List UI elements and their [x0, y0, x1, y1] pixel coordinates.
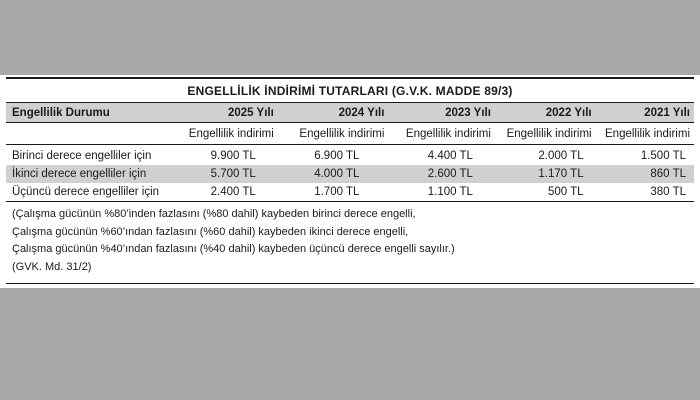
- subheader-cell: Engellilik indirimi: [171, 123, 278, 145]
- footnote-line: (GVK. Md. 31/2): [12, 260, 92, 273]
- table-cell: 4.400 TL: [427, 150, 473, 162]
- subheader-cell: Engellilik indirimi: [495, 123, 596, 145]
- subheader-cell: Engellilik indirimi: [596, 123, 694, 145]
- table-title: ENGELLİLİK İNDİRİMİ TUTARLARI (G.V.K. MADDE 89/3): [187, 84, 513, 98]
- subheader-row: [6, 123, 694, 145]
- table-row: [6, 183, 694, 202]
- header-year: 2022 Yılı: [495, 103, 596, 123]
- row-label: İkinci derece engelliler için: [6, 165, 171, 183]
- table-cell: 6.900 TL: [314, 150, 360, 162]
- table-cell: 500 TL: [495, 183, 596, 202]
- document-panel: [0, 75, 700, 288]
- table-cell: 2.000 TL: [538, 150, 584, 162]
- table-cell: 1.170 TL: [495, 165, 596, 183]
- table-cell: 860 TL: [596, 165, 694, 183]
- row-label: Üçüncü derece engelliler için: [6, 183, 171, 202]
- table-cell: 5.700 TL: [171, 165, 278, 183]
- table-row: [6, 165, 694, 183]
- footnote-line: Çalışma gücünün %60’ından fazlasını (%60 dahil) kaybeden ikinci derece engelli,: [12, 225, 409, 238]
- header-year: 2023 Yılı: [388, 103, 495, 123]
- table-row: [6, 145, 694, 166]
- table-cell: 2.400 TL: [171, 183, 278, 202]
- table-cell: 4.000 TL: [278, 165, 389, 183]
- footnotes: [12, 206, 455, 276]
- header-year: 2021 Yılı: [596, 103, 694, 123]
- top-rule: [6, 77, 694, 79]
- row-label: Birinci derece engelliler için: [12, 150, 152, 162]
- table-cell: 380 TL: [596, 183, 694, 202]
- footnote-line: (Çalışma gücünün %80’inden fazlasını (%80 dahil) kaybeden birinci derece engelli,: [12, 208, 416, 220]
- subheader-cell: Engellilik indirimi: [388, 123, 495, 145]
- header-year: 2025 Yılı: [171, 103, 278, 123]
- table-cell: 1.700 TL: [278, 183, 389, 202]
- header-label: Engellilik Durumu: [6, 103, 171, 123]
- header-row: [6, 103, 694, 123]
- table-cell: 1.100 TL: [388, 183, 495, 202]
- header-year: 2024 Yılı: [278, 103, 389, 123]
- table-cell: 2.600 TL: [388, 165, 495, 183]
- discount-table: [6, 102, 694, 202]
- table-cell: 9.900 TL: [210, 150, 256, 162]
- subheader-cell: Engellilik indirimi: [278, 123, 389, 145]
- footnote-line: Çalışma gücünün %40’ından fazlasını (%40 dahil) kaybeden üçüncü derece engelli sayılır.): [12, 243, 455, 255]
- table-cell: 1.500 TL: [640, 150, 686, 162]
- bottom-rule: [6, 283, 694, 284]
